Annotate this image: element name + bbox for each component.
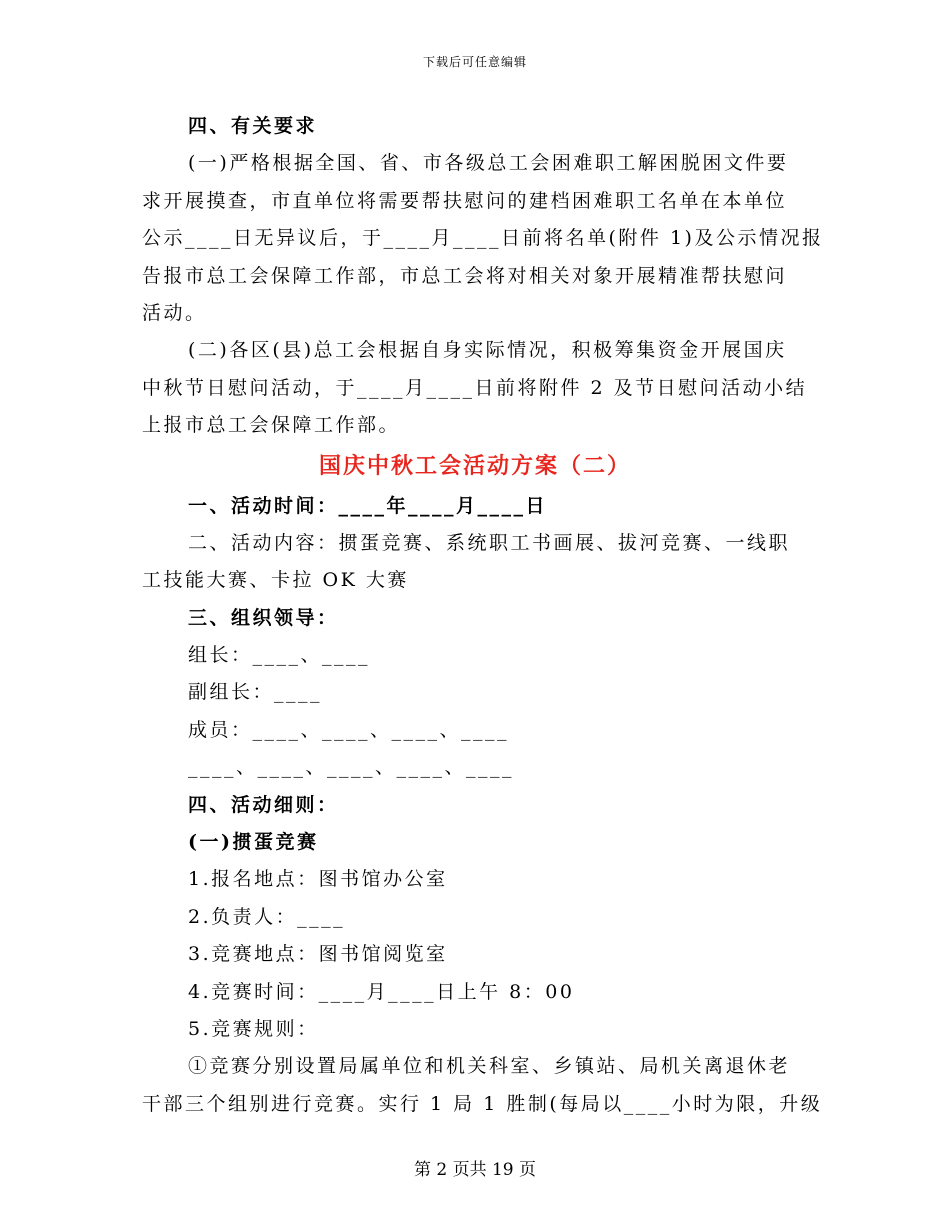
section-heading-organization: 三、组织领导： <box>188 606 339 629</box>
org-members: 成员：____、____、____、____ <box>188 718 510 741</box>
detail-item-5: 5.竞赛规则： <box>188 1017 319 1040</box>
detail-item-3: 3.竞赛地点：图书馆阅览室 <box>188 943 448 966</box>
document-body <box>142 108 824 1123</box>
plan-title: 国庆中秋工会活动方案（二） <box>318 452 631 479</box>
activity-time: 一、活动时间：____年____月____日 <box>188 494 548 517</box>
detail-item-2: 2.负责人：____ <box>188 905 346 928</box>
org-leader: 组长：____、____ <box>188 644 371 667</box>
text-line: 公示____日无异议后，于____月____日前将名单(附件 1)及公示情况报 <box>142 227 824 250</box>
requirement-paragraph-1 <box>142 145 824 332</box>
page-header: 下载后可任意编辑 <box>422 55 527 69</box>
detail-item-1: 1.报名地点：图书馆办公室 <box>188 868 448 891</box>
text-line: 中秋节日慰问活动，于____月____日前将附件 2 及节日慰问活动小结 <box>142 376 808 399</box>
text-line: 上报市总工会保障工作部。 <box>142 414 401 437</box>
rules-paragraph <box>142 1048 823 1123</box>
org-members-continued: ____、____、____、____、____ <box>188 756 515 779</box>
text-line: 干部三个组别进行竞赛。实行 1 局 1 胜制(每局以____小时为限，升级 <box>142 1092 823 1115</box>
section-heading-details: 四、活动细则： <box>188 793 339 816</box>
detail-item-4: 4.竞赛时间：____月____日上午 8：00 <box>188 980 575 1003</box>
text-line: (一)严格根据全国、省、市各级总工会困难职工解困脱困文件要 <box>188 152 789 175</box>
requirement-paragraph-2 <box>142 332 808 444</box>
activity-content <box>142 525 808 600</box>
text-line: 工技能大赛、卡拉 OK 大赛 <box>142 569 409 592</box>
text-line: 求开展摸查，市直单位将需要帮扶慰问的建档困难职工名单在本单位 <box>142 189 788 212</box>
section-heading-requirements: 四、有关要求 <box>188 115 318 137</box>
guandan-heading: (一)掼蛋竞赛 <box>188 831 319 854</box>
text-line: 活动。 <box>142 301 207 324</box>
text-line: (二)各区(县)总工会根据自身实际情况，积极筹集资金开展国庆 <box>188 339 787 362</box>
org-deputy: 副组长：____ <box>188 681 323 704</box>
page-footer: 第 2 页共 19 页 <box>413 1160 537 1180</box>
text-line: 二、活动内容：掼蛋竞赛、系统职工书画展、拔河竞赛、一线职 <box>188 531 791 554</box>
text-line: ①竞赛分别设置局属单位和机关科室、乡镇站、局机关离退休老 <box>188 1055 791 1078</box>
text-line: 告报市总工会保障工作部，市总工会将对相关对象开展精准帮扶慰问 <box>142 264 788 287</box>
